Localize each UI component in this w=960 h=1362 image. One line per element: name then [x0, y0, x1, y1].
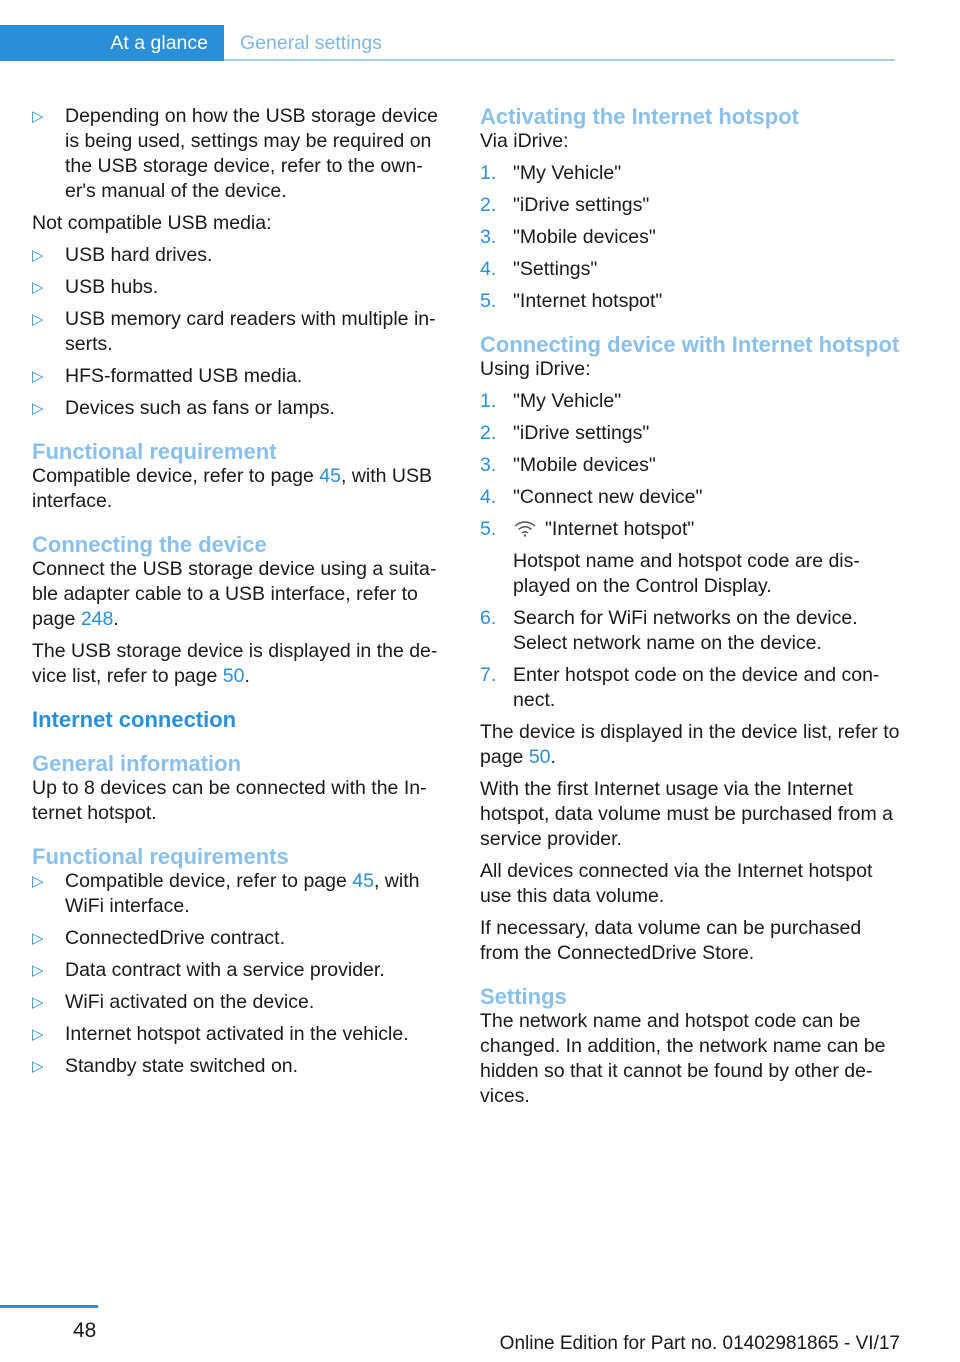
- wifi-icon: [513, 519, 537, 537]
- connecting-device-text: Connect the USB storage device using a suita‐ble adapter cable to a USB interface, refer to page 248.: [32, 558, 437, 630]
- general-information-heading: General information: [32, 751, 242, 776]
- general-information-text: Up to 8 devices can be connected with the In‐ternet hotspot.: [32, 777, 427, 824]
- list-item: 3. "Mobile devices": [480, 226, 656, 248]
- triangle-bullet-icon: ▷: [32, 962, 44, 979]
- tab-general-settings[interactable]: General settings: [240, 32, 382, 54]
- not-compatible-list: [32, 243, 450, 421]
- list-item: ▷ USB hubs.: [32, 276, 159, 298]
- list-item: ▷ USB hard drives.: [32, 244, 213, 266]
- header-divider: [224, 59, 895, 61]
- first-usage-text: With the first Internet usage via the Internet hotspot, data volume must be purchased from a service provider.: [480, 778, 893, 850]
- triangle-bullet-icon: ▷: [32, 400, 44, 417]
- page-link[interactable]: 45: [319, 465, 341, 487]
- page-number: 48: [73, 1319, 97, 1342]
- not-compatible-label: Not compatible USB media:: [32, 212, 272, 234]
- internet-connection-heading: Internet connection: [32, 707, 237, 732]
- activating-steps-list: [480, 161, 900, 314]
- tab-at-a-glance[interactable]: At a glance: [0, 25, 224, 61]
- list-item: ▷ Standby state switched on.: [32, 1055, 299, 1077]
- list-item: 5. "Internet hotspot" Hotspot name and hotspot code are dis‐played on the Control Display.: [480, 517, 900, 599]
- triangle-bullet-icon: ▷: [32, 994, 44, 1011]
- list-item: 3. "Mobile devices": [480, 454, 656, 476]
- settings-text: The network name and hotspot code can be changed. In addition, the network name can be hidden so that it cannot be found by other de‐vices.: [480, 1010, 886, 1107]
- device-list-text: The USB storage device is displayed in the de‐vice list, refer to page 50.: [32, 640, 438, 687]
- page-link[interactable]: 50: [528, 746, 551, 768]
- triangle-bullet-icon: ▷: [32, 247, 44, 264]
- list-item: 1. "My Vehicle": [480, 390, 622, 412]
- list-item: 1. "My Vehicle": [480, 162, 622, 184]
- list-item: 4. "Connect new device": [480, 486, 703, 508]
- triangle-bullet-icon: ▷: [32, 873, 44, 890]
- device-list-text: The device is displayed in the device list, refer to page 50.: [480, 721, 900, 768]
- settings-heading: Settings: [480, 984, 567, 1009]
- list-item: 2. "iDrive settings": [480, 422, 650, 444]
- edition-note: Online Edition for Part no. 01402981865 - VI/17: [499, 1333, 900, 1354]
- page-link[interactable]: 50: [222, 665, 245, 687]
- page-link[interactable]: 45: [352, 870, 374, 892]
- triangle-bullet-icon: ▷: [32, 108, 44, 125]
- list-item: 6. Search for WiFi networks on the device. Select network name on the device.: [480, 607, 858, 654]
- list-item: ▷ ConnectedDrive contract.: [32, 927, 286, 949]
- list-item: ▷ Devices such as fans or lamps.: [32, 397, 335, 419]
- if-necessary-text: If necessary, data volume can be purchased from the ConnectedDrive Store.: [480, 917, 862, 964]
- connecting-device-heading: Connecting the device: [32, 532, 267, 557]
- functional-requirements-list: [32, 869, 450, 1079]
- list-item: 7. Enter hotspot code on the device and con‐nect.: [480, 664, 880, 711]
- list-item: 5. "Internet hotspot": [480, 290, 663, 312]
- list-item: ▷ Data contract with a service provider.: [32, 959, 385, 981]
- list-item: ▷ Internet hotspot activated in the vehicle.: [32, 1023, 409, 1045]
- list-item: ▷ Compatible device, refer to page 45, with WiFi interface.: [32, 870, 420, 917]
- list-item: ▷ WiFi activated on the device.: [32, 991, 315, 1013]
- footer-divider: [0, 1305, 98, 1308]
- connecting-steps-list: [480, 389, 900, 713]
- triangle-bullet-icon: ▷: [32, 279, 44, 296]
- left-column: [32, 104, 450, 1086]
- page-link[interactable]: 248: [80, 608, 114, 630]
- functional-requirements-heading: Functional requirements: [32, 844, 289, 869]
- page-header: [0, 0, 895, 62]
- triangle-bullet-icon: ▷: [32, 1058, 44, 1075]
- triangle-bullet-icon: ▷: [32, 930, 44, 947]
- list-item: 4. "Settings": [480, 258, 598, 280]
- all-devices-text: All devices connected via the Internet hotspot use this data volume.: [480, 860, 873, 907]
- activating-hotspot-heading: Activating the Internet hotspot: [480, 104, 799, 129]
- usb-notes-list: [32, 104, 450, 204]
- list-item: ▷ USB memory card readers with multiple in‐serts.: [32, 308, 436, 355]
- right-column: [480, 104, 900, 1116]
- triangle-bullet-icon: ▷: [32, 311, 44, 328]
- list-item: ▷ HFS-formatted USB media.: [32, 365, 303, 387]
- functional-requirement-heading: Functional requirement: [32, 439, 277, 464]
- triangle-bullet-icon: ▷: [32, 1026, 44, 1043]
- list-item: ▷ Depending on how the USB storage device is being used, settings may be required on the USB storage device, refer to the own‐er's manual of the device.: [32, 105, 438, 202]
- step5-subtext: Hotspot name and hotspot code are dis‐played on the Control Display.: [513, 550, 860, 597]
- triangle-bullet-icon: ▷: [32, 368, 44, 385]
- functional-requirement-text: Compatible device, refer to page 45, with USB interface.: [32, 465, 432, 512]
- connecting-intro: Using iDrive:: [480, 358, 591, 380]
- activating-intro: Via iDrive:: [480, 130, 569, 152]
- list-item: 2. "iDrive settings": [480, 194, 650, 216]
- connecting-hotspot-heading: Connecting device with Internet hotspot: [480, 332, 900, 357]
